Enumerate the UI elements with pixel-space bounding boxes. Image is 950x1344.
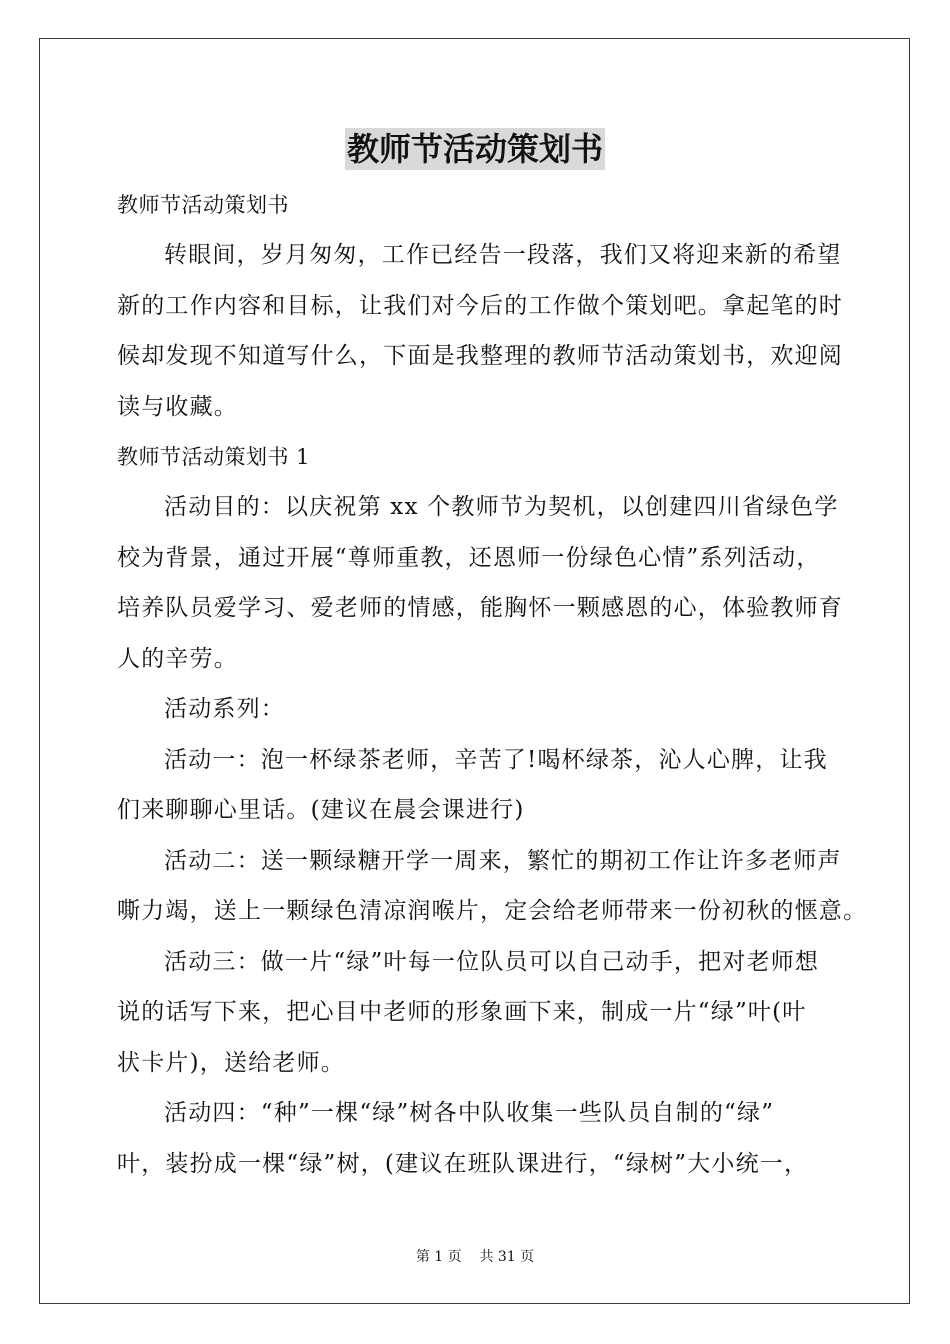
paragraph-line: 人的辛劳。 — [117, 645, 238, 672]
document-title: 教师节活动策划书 — [346, 130, 603, 168]
paragraph-line: 候却发现不知道写什么，下面是我整理的教师节活动策划书，欢迎阅 — [117, 343, 843, 369]
paragraph-line: 活动三：做一片“绿”叶每一位队员可以自己动手，把对老师想 — [164, 948, 820, 975]
total-pages: 共 31 页 — [479, 1249, 535, 1265]
paragraph-line: 叶，装扮成一棵“绿”树，(建议在班队课进行，“绿树”大小统一， — [117, 1150, 809, 1177]
paragraph-line: 活动二：送一颗绿糖开学一周来，繁忙的期初工作让许多老师声 — [164, 847, 842, 874]
page-number: 第 1 页 — [415, 1249, 462, 1265]
paragraph-line: 转眼间，岁月匆匆，工作已经告一段落，我们又将迎来新的希望 — [164, 242, 842, 268]
page-footer — [0, 1247, 950, 1267]
paragraph-line: 活动一：泡一杯绿茶老师，辛苦了!喝杯绿茶，沁人心脾，让我 — [164, 746, 828, 773]
section-heading: 教师节活动策划书 1 — [117, 445, 311, 469]
paragraph-line: 读与收藏。 — [117, 393, 238, 420]
paragraph-line: 们来聊聊心里话。(建议在晨会课进行) — [117, 797, 525, 823]
paragraph-line: 嘶力竭，送上一颗绿色清凉润喉片，定会给老师带来一份初秋的惬意。 — [117, 898, 868, 924]
paragraph-line: 活动系列： — [164, 696, 285, 722]
document-body — [117, 180, 868, 1189]
title-container — [0, 128, 950, 170]
section-heading: 教师节活动策划书 — [117, 193, 289, 217]
paragraph-line: 状卡片)，送给老师。 — [117, 1049, 345, 1076]
paragraph-line: 活动四：“种”一棵“绿”树各中队收集一些队员自制的“绿” — [164, 1100, 775, 1126]
paragraph-line: 培养队员爱学习、爱老师的情感，能胸怀一颗感恩的心，体验教师育 — [117, 595, 843, 621]
paragraph-line: 活动目的：以庆祝第 xx 个教师节为契机，以创建四川省绿色学 — [164, 494, 839, 520]
paragraph-line: 说的话写下来，把心目中老师的形象画下来，制成一片“绿”叶(叶 — [117, 999, 807, 1025]
paragraph-line: 校为背景，通过开展“尊师重教，还恩师一份绿色心情”系列活动， — [117, 544, 821, 571]
paragraph-line: 新的工作内容和目标，让我们对今后的工作做个策划吧。拿起笔的时 — [117, 292, 843, 319]
